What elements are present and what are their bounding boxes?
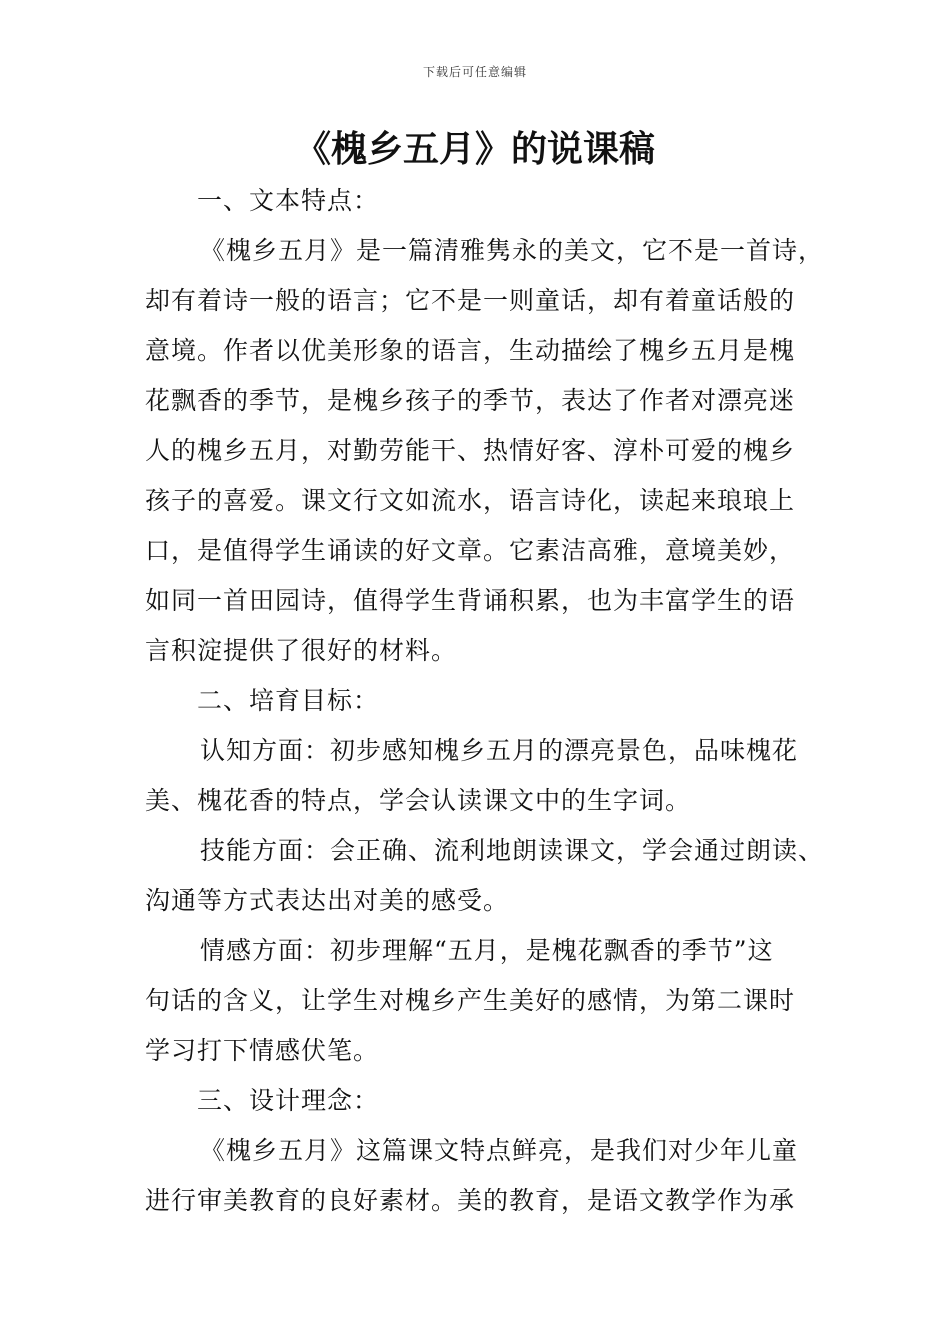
paragraph-line: 《槐乡五月》这篇课文特点鲜亮，是我们对少年儿童	[200, 1136, 799, 1165]
paragraph-line: 人的槐乡五月，对勤劳能干、热情好客、淳朴可爱的槐乡	[145, 436, 796, 465]
document-body	[145, 176, 825, 1226]
paragraph-line: 沟通等方式表达出对美的感受。	[145, 886, 510, 915]
page-header-note: 下载后可任意编辑	[422, 65, 527, 79]
paragraph-line: 句话的含义，让学生对槐乡产生美好的感情，为第二课时	[145, 986, 796, 1015]
paragraph-line: 意境。作者以优美形象的语言，生动描绘了槐乡五月是槐	[145, 336, 796, 365]
paragraph-line: 技能方面：会正确、流利地朗读课文，学会通过朗读、	[200, 836, 825, 865]
paragraph-line: 却有着诗一般的语言；它不是一则童话，却有着童话般的	[145, 286, 796, 315]
section-heading-goals: 二、培育目标：	[197, 686, 380, 715]
paragraph-line: 认知方面：初步感知槐乡五月的漂亮景色，品味槐花	[200, 736, 799, 765]
section-heading-text-features: 一、文本特点：	[197, 186, 380, 215]
document-title: 《槐乡五月》的说课稿	[294, 129, 655, 170]
paragraph-line: 情感方面：初步理解“五月，是槐花飘香的季节”这	[200, 936, 774, 965]
paragraph-line: 言积淀提供了很好的材料。	[145, 636, 458, 665]
paragraph-line: 孩子的喜爱。课文行文如流水，语言诗化，读起来琅琅上	[145, 486, 796, 515]
section-heading-design-concept: 三、设计理念：	[197, 1086, 380, 1115]
paragraph-line: 花飘香的季节，是槐乡孩子的季节，表达了作者对漂亮迷	[145, 386, 796, 415]
paragraph-line: 《槐乡五月》是一篇清雅隽永的美文，它不是一首诗，	[200, 236, 825, 265]
paragraph-line: 美、槐花香的特点，学会认读课文中的生字词。	[145, 786, 692, 815]
paragraph-line: 如同一首田园诗，值得学生背诵积累，也为丰富学生的语	[145, 586, 796, 615]
paragraph-line: 口，是值得学生诵读的好文章。它素洁高雅，意境美妙，	[145, 536, 796, 565]
paragraph-line: 进行审美教育的良好素材。美的教育，是语文教学作为承	[145, 1186, 796, 1215]
paragraph-line: 学习打下情感伏笔。	[145, 1036, 380, 1065]
